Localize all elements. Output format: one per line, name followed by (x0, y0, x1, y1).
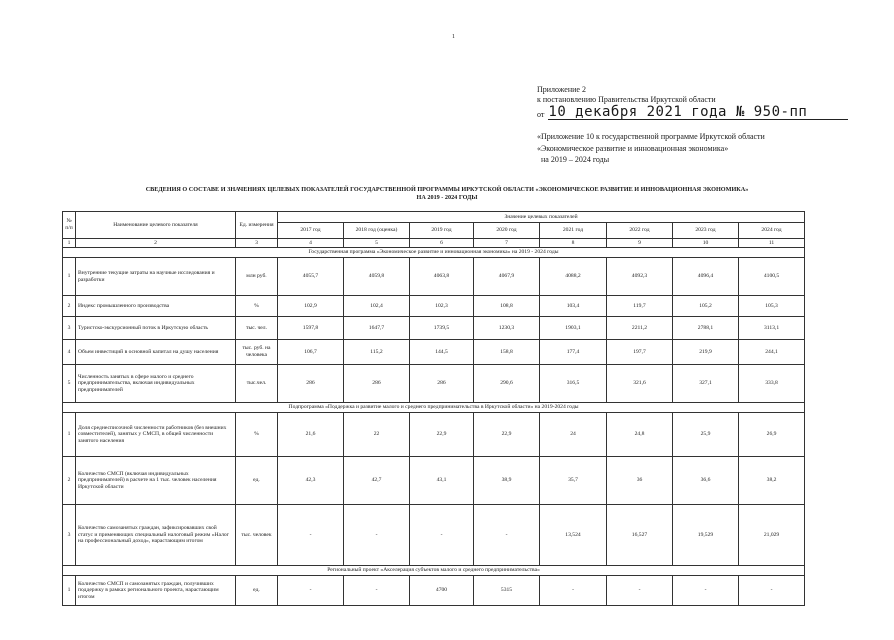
indicator-value: 1739,5 (410, 317, 474, 340)
header-year: 2022 год (607, 223, 673, 239)
indicator-value: 105,2 (673, 296, 739, 317)
indicator-name: Численность занятых в сфере малого и среднего предпринимательства, включая индивидуальных предпринимателей (76, 365, 236, 403)
indicator-value: 42,3 (278, 457, 344, 505)
indicator-value: - (344, 505, 410, 566)
row-number: 4 (63, 340, 76, 365)
indicator-value: 16,527 (607, 505, 673, 566)
indicator-value: 158,8 (474, 340, 540, 365)
indicator-value: 102,9 (278, 296, 344, 317)
indicator-value: 25,9 (673, 413, 739, 457)
section-row (63, 403, 805, 413)
indicator-value: 26,9 (739, 413, 805, 457)
col-number: 6 (410, 239, 474, 248)
annex-block (537, 131, 765, 166)
indicator-value: 22,9 (474, 413, 540, 457)
indicator-unit: млн руб. (236, 258, 278, 296)
indicator-value: 4067,9 (474, 258, 540, 296)
indicator-value: - (278, 576, 344, 606)
header-values-group: Значение целевых показателей (278, 212, 805, 223)
indicator-value: 24 (540, 413, 607, 457)
indicator-value: 5315 (474, 576, 540, 606)
indicator-unit: ед. (236, 457, 278, 505)
indicator-value: 4059,8 (344, 258, 410, 296)
resolution-number: 10 декабря 2021 года № 950-пп (548, 105, 848, 120)
indicator-name: Количество самозанятых граждан, зафиксировавших свой статус и применяющих специальный налоговый режим «Налог на профессиональный доход», нарастающим итогом (76, 505, 236, 566)
col-number: 3 (236, 239, 278, 248)
resolution-line (537, 105, 848, 120)
indicator-value: 21,6 (278, 413, 344, 457)
document-title-line-2: НА 2019 - 2024 ГОДЫ (416, 193, 478, 201)
section-title: Региональный проект «Акселерация субъектов малого и среднего предпринимательства» (63, 566, 805, 576)
indicator-value: 36 (607, 457, 673, 505)
indicator-value: 108,8 (474, 296, 540, 317)
header-year: 2020 год (474, 223, 540, 239)
indicator-unit: % (236, 413, 278, 457)
indicator-value: 321,6 (607, 365, 673, 403)
indicator-value: - (540, 576, 607, 606)
indicator-value: 4100,5 (739, 258, 805, 296)
indicator-value: 2788,1 (673, 317, 739, 340)
section-title: Государственная программа «Экономическое развитие и инновационная экономика» на 2019 - 2024 годы (63, 248, 805, 258)
indicator-name: Количество СМСП и самозанятых граждан, получивших поддержку в рамках регионального проекта, нарастающим итогом (76, 576, 236, 606)
indicator-value: 4063,8 (410, 258, 474, 296)
indicator-value: 1647,7 (344, 317, 410, 340)
indicator-value: 1597,8 (278, 317, 344, 340)
section-row (63, 248, 805, 258)
col-number: 5 (344, 239, 410, 248)
indicator-value: 1903,1 (540, 317, 607, 340)
indicator-value: - (673, 576, 739, 606)
indicator-name: Доля среднесписочной численности работников (без внешних совместителей), занятых у СМСП, в общей численности занятого населения (76, 413, 236, 457)
indicator-value: - (410, 505, 474, 566)
col-number: 10 (673, 239, 739, 248)
table-row (63, 576, 805, 606)
indicator-name: Туристско-экскурсионный поток в Иркутскую область (76, 317, 236, 340)
table-row (63, 457, 805, 505)
document-title (100, 186, 794, 201)
indicator-value: 219,9 (673, 340, 739, 365)
indicator-value: 4092,3 (607, 258, 673, 296)
table-row (63, 413, 805, 457)
header-year: 2024 год (739, 223, 805, 239)
indicator-value: 144,5 (410, 340, 474, 365)
row-number: 2 (63, 296, 76, 317)
indicator-value: 102,4 (344, 296, 410, 317)
indicator-value: 3113,1 (739, 317, 805, 340)
indicator-value: 316,5 (540, 365, 607, 403)
indicator-value: - (344, 576, 410, 606)
appendix-block (537, 85, 848, 120)
table-row (63, 258, 805, 296)
header-year: 2023 год (673, 223, 739, 239)
document-title-line-1: СВЕДЕНИЯ О СОСТАВЕ И ЗНАЧЕНИЯХ ЦЕЛЕВЫХ ПОКАЗАТЕЛЕЙ ГОСУДАРСТВЕННОЙ ПРОГРАММЫ ИРКУТСКОЙ ОБЛАСТИ «ЭКОНОМИЧЕСКОЕ РАЗВИТИЕ И ИННОВАЦИОННАЯ ЭКОНОМИКА» (145, 186, 749, 193)
indicator-unit: % (236, 296, 278, 317)
appendix-line-1: Приложение 2 (537, 85, 586, 94)
indicator-unit: тыс.чел. (236, 365, 278, 403)
col-number: 7 (474, 239, 540, 248)
indicator-value: 4055,7 (278, 258, 344, 296)
header-year: 2019 год (410, 223, 474, 239)
row-number: 3 (63, 317, 76, 340)
indicator-value: 38,2 (739, 457, 805, 505)
indicator-unit: тыс. чел. (236, 317, 278, 340)
table-row (63, 340, 805, 365)
header-num: № п/п (63, 212, 76, 239)
indicator-value: 22,9 (410, 413, 474, 457)
indicator-value: 19,529 (673, 505, 739, 566)
header-unit: Ед. измерения (236, 212, 278, 239)
indicator-value: 333,8 (739, 365, 805, 403)
indicator-value: 35,7 (540, 457, 607, 505)
section-title: Подпрограмма «Поддержка и развитие малого и среднего предпринимательства в Иркутской области» на 2019-2024 годы (63, 403, 805, 413)
header-row-1 (63, 212, 805, 223)
indicator-value: 22 (344, 413, 410, 457)
table-row (63, 365, 805, 403)
indicator-value: 286 (410, 365, 474, 403)
indicator-value: 115,2 (344, 340, 410, 365)
indicator-name: Объем инвестиций в основной капитал на душу населения (76, 340, 236, 365)
col-number: 11 (739, 239, 805, 248)
indicator-unit: ед. (236, 576, 278, 606)
indicator-value: 103,4 (540, 296, 607, 317)
indicator-value: 102,3 (410, 296, 474, 317)
header-year: 2021 год (540, 223, 607, 239)
indicator-unit: тыс. человек (236, 505, 278, 566)
col-number: 1 (63, 239, 76, 248)
row-number: 2 (63, 457, 76, 505)
annex-line-2: «Экономическое развитие и инновационная экономика» (537, 143, 729, 153)
row-number: 5 (63, 365, 76, 403)
indicator-value: - (278, 505, 344, 566)
row-number: 1 (63, 576, 76, 606)
table-row (63, 296, 805, 317)
indicator-value: 36,6 (673, 457, 739, 505)
section-row (63, 566, 805, 576)
table-row (63, 317, 805, 340)
table-row (63, 505, 805, 566)
column-numbers-row (63, 239, 805, 248)
header-year: 2017 год (278, 223, 344, 239)
indicator-name: Индекс промышленного производства (76, 296, 236, 317)
page-number: 1 (452, 34, 455, 40)
header-year: 2018 год (оценка) (344, 223, 410, 239)
indicator-value: 4700 (410, 576, 474, 606)
indicator-name: Количество СМСП (включая индивидуальных предпринимателей) в расчете на 1 тыс. человек населения Иркутской области (76, 457, 236, 505)
indicator-value: 106,7 (278, 340, 344, 365)
indicator-unit: тыс. руб. на человека (236, 340, 278, 365)
row-number: 1 (63, 413, 76, 457)
indicator-name: Внутренние текущие затраты на научные исследования и разработки (76, 258, 236, 296)
indicator-value: 43,1 (410, 457, 474, 505)
indicator-value: 4088,2 (540, 258, 607, 296)
indicator-value: 119,7 (607, 296, 673, 317)
indicator-value: 24,8 (607, 413, 673, 457)
annex-line-1: «Приложение 10 к государственной программе Иркутской области (537, 132, 765, 141)
indicator-value: 105,3 (739, 296, 805, 317)
header-name: Наименование целевого показателя (76, 212, 236, 239)
indicator-value: - (474, 505, 540, 566)
indicator-value: - (607, 576, 673, 606)
indicator-value: 38,9 (474, 457, 540, 505)
col-number: 2 (76, 239, 236, 248)
indicator-value: 197,7 (607, 340, 673, 365)
col-number: 4 (278, 239, 344, 248)
indicator-value: 21,029 (739, 505, 805, 566)
indicator-value: 4096,4 (673, 258, 739, 296)
col-number: 8 (540, 239, 607, 248)
indicator-value: 2211,2 (607, 317, 673, 340)
indicator-value: 177,4 (540, 340, 607, 365)
appendix-line-2: к постановлению Правительства Иркутской области (537, 95, 716, 104)
indicator-value: 286 (344, 365, 410, 403)
annex-line-3: на 2019 – 2024 годы (541, 155, 610, 164)
indicator-value: 286 (278, 365, 344, 403)
indicator-value: 327,1 (673, 365, 739, 403)
indicator-value: 13,524 (540, 505, 607, 566)
appendix-ot: от (537, 110, 545, 119)
indicator-value: 1230,3 (474, 317, 540, 340)
indicator-value: 42,7 (344, 457, 410, 505)
col-number: 9 (607, 239, 673, 248)
indicators-table (62, 211, 805, 606)
row-number: 3 (63, 505, 76, 566)
indicator-value: - (739, 576, 805, 606)
row-number: 1 (63, 258, 76, 296)
indicator-value: 244,1 (739, 340, 805, 365)
indicator-value: 290,6 (474, 365, 540, 403)
